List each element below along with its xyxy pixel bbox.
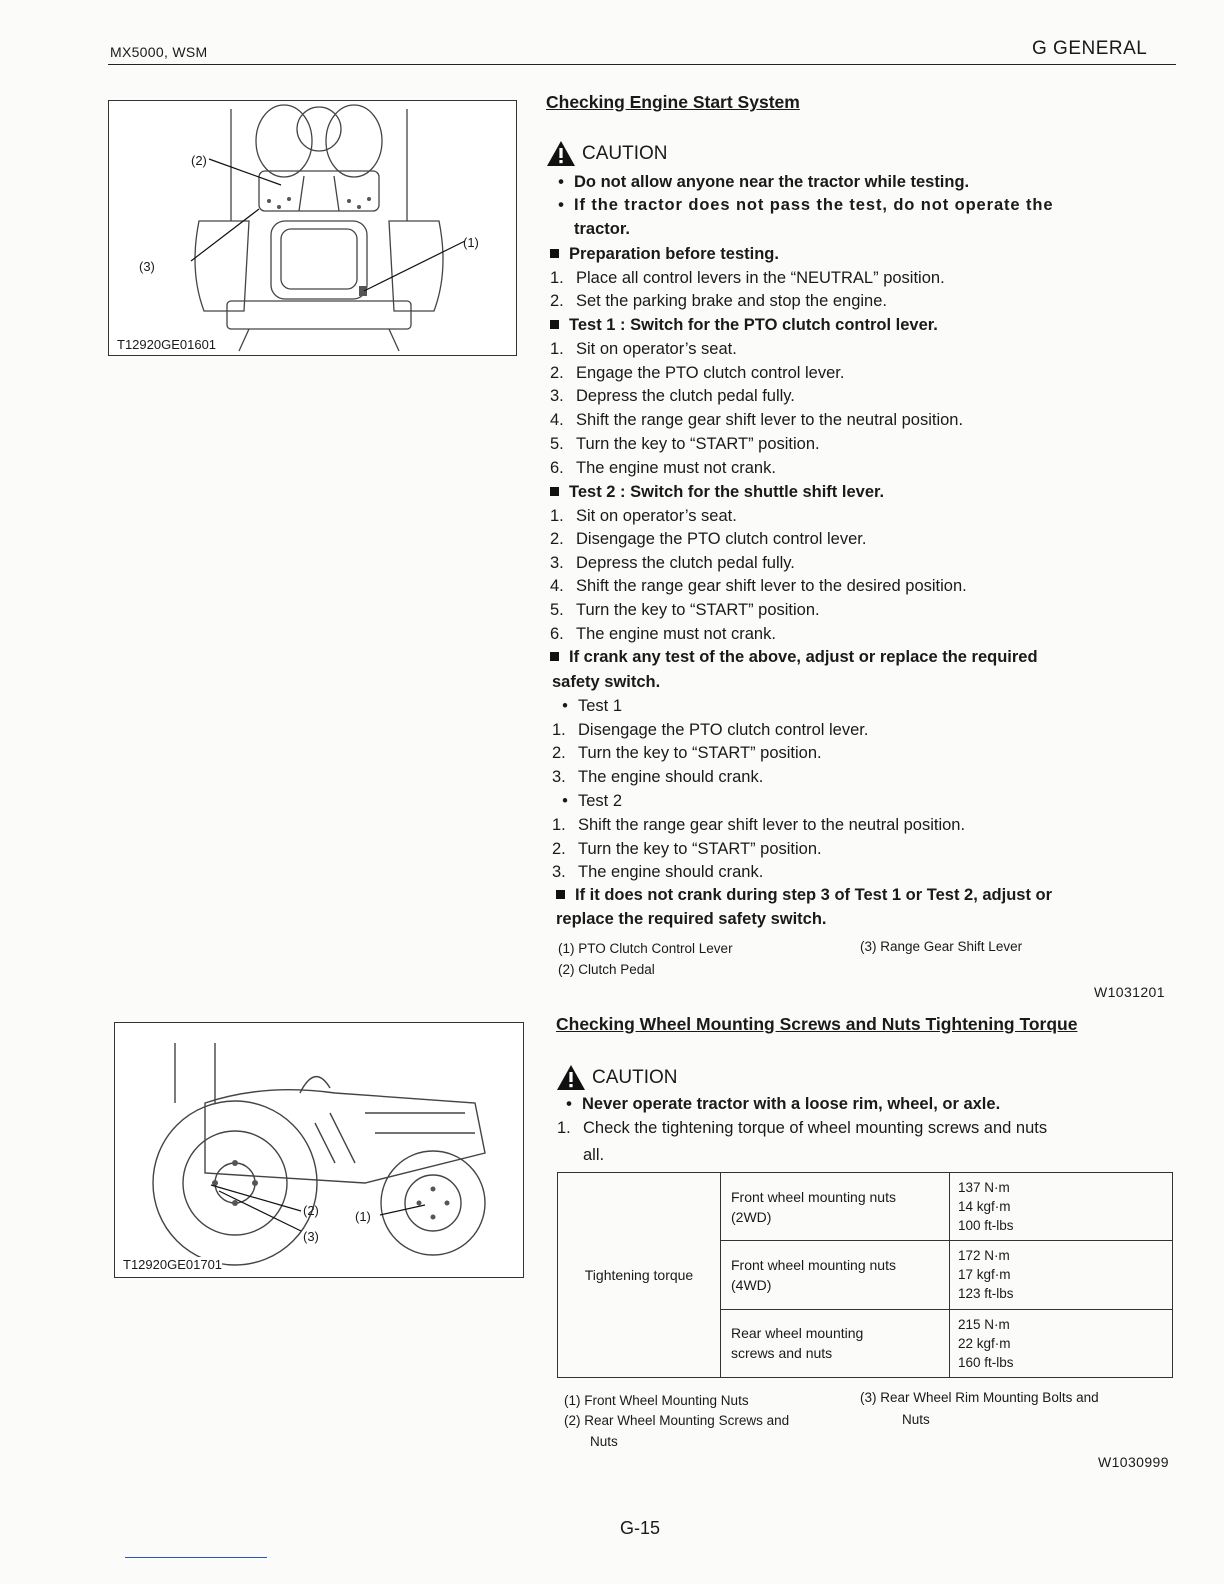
page-number: G-15 bbox=[620, 1518, 661, 1538]
legend-item-3: (3) Range Gear Shift Lever bbox=[860, 939, 1023, 954]
caution-bullet: • Never operate tractor with a loose rim, wheel, or axle. bbox=[566, 1095, 1001, 1113]
chapter-title: G GENERAL bbox=[1032, 38, 1148, 59]
sub-test2-step-1: 1. Shift the range gear shift lever to the neutral position. bbox=[552, 816, 966, 834]
figure-label: T12920GE01601 bbox=[117, 337, 217, 352]
sub-test1-step-2: 2. Turn the key to “START” position. bbox=[552, 744, 822, 762]
callout-3: (3) bbox=[139, 259, 155, 274]
wheel-step-1-cont: all. bbox=[583, 1146, 605, 1164]
caution-bullet-1: • Do not allow anyone near the tractor while testing. bbox=[558, 173, 970, 191]
legend-item-2-cont: Nuts bbox=[590, 1434, 618, 1449]
footer-rule bbox=[125, 1557, 267, 1558]
test2-step-2: 2. Disengage the PTO clutch control lever. bbox=[550, 530, 867, 548]
test1-step-2: 2. Engage the PTO clutch control lever. bbox=[550, 364, 845, 382]
section-title-engine-start: Checking Engine Start System bbox=[546, 92, 800, 112]
caution-bullet-2-cont: tractor. bbox=[574, 220, 630, 238]
table-value: 215 N·m 22 kgf·m 160 ft-lbs bbox=[950, 1309, 1173, 1377]
if-not-crank-heading-cont: replace the required safety switch. bbox=[556, 910, 827, 928]
prep-heading: Preparation before testing. bbox=[548, 243, 779, 265]
legend-item-2: (2) Rear Wheel Mounting Screws and bbox=[564, 1413, 790, 1428]
if-crank-heading-cont: safety switch. bbox=[552, 673, 661, 691]
section-title-wheel-torque: Checking Wheel Mounting Screws and Nuts Tightening Torque bbox=[556, 1014, 1078, 1034]
table-value: 172 N·m 17 kgf·m 123 ft-lbs bbox=[950, 1241, 1173, 1309]
table-item: Front wheel mounting nuts (4WD) bbox=[721, 1241, 950, 1309]
legend-item-1: (1) PTO Clutch Control Lever bbox=[558, 941, 733, 956]
table-row-label: Tightening torque bbox=[558, 1173, 721, 1378]
sub-test1-step-3: 3. The engine should crank. bbox=[552, 768, 764, 786]
callout-2: (2) bbox=[303, 1203, 319, 1218]
table-item: Rear wheel mounting screws and nuts bbox=[721, 1309, 950, 1377]
test2-step-3: 3. Depress the clutch pedal fully. bbox=[550, 554, 795, 572]
if-crank-heading: If crank any test of the above, adjust or replace the required bbox=[548, 646, 1038, 668]
callout-3: (3) bbox=[303, 1229, 319, 1244]
callout-2: (2) bbox=[191, 153, 207, 168]
table-row bbox=[558, 1173, 1173, 1241]
caution-heading bbox=[546, 140, 668, 167]
warning-triangle-icon bbox=[546, 140, 576, 167]
sub-test2-step-2: 2. Turn the key to “START” position. bbox=[552, 840, 822, 858]
callout-1: (1) bbox=[355, 1209, 371, 1224]
test1-heading: Test 1 : Switch for the PTO clutch control lever. bbox=[548, 314, 938, 336]
prep-step-1: 1. Place all control levers in the “NEUTRAL” position. bbox=[550, 269, 945, 287]
test1-step-4: 4. Shift the range gear shift lever to the neutral position. bbox=[550, 411, 964, 429]
torque-table bbox=[557, 1172, 1173, 1378]
test2-step-5: 5. Turn the key to “START” position. bbox=[550, 601, 820, 619]
section-code: W1030999 bbox=[1098, 1454, 1169, 1470]
wheel-step-1: 1. Check the tightening torque of wheel mounting screws and nuts bbox=[557, 1119, 1048, 1137]
prep-step-2: 2. Set the parking brake and stop the engine. bbox=[550, 292, 887, 310]
test1-step-3: 3. Depress the clutch pedal fully. bbox=[550, 387, 795, 405]
caution-label: CAUTION bbox=[582, 142, 668, 164]
legend-item-2: (2) Clutch Pedal bbox=[558, 962, 655, 977]
legend-item-3: (3) Rear Wheel Rim Mounting Bolts and bbox=[860, 1390, 1099, 1405]
tractor-side-view-illustration bbox=[115, 1023, 523, 1277]
sub-test1-label: • Test 1 bbox=[562, 697, 623, 715]
legend-item-3-cont: Nuts bbox=[902, 1412, 930, 1427]
test1-step-6: 6. The engine must not crank. bbox=[550, 459, 776, 477]
table-item: Front wheel mounting nuts (2WD) bbox=[721, 1173, 950, 1241]
test1-step-1: 1. Sit on operator’s seat. bbox=[550, 340, 737, 358]
callout-1: (1) bbox=[463, 235, 479, 250]
test2-step-1: 1. Sit on operator’s seat. bbox=[550, 507, 737, 525]
figure-operator-station bbox=[108, 100, 517, 356]
test1-step-5: 5. Turn the key to “START” position. bbox=[550, 435, 820, 453]
test2-step-6: 6. The engine must not crank. bbox=[550, 625, 776, 643]
header-rule bbox=[108, 64, 1176, 65]
sub-test1-step-1: 1. Disengage the PTO clutch control lever. bbox=[552, 721, 869, 739]
test2-heading: Test 2 : Switch for the shuttle shift lever. bbox=[548, 481, 884, 503]
figure-label: T12920GE01701 bbox=[123, 1257, 223, 1272]
if-not-crank-heading: If it does not crank during step 3 of Test 1 or Test 2, adjust or bbox=[554, 884, 1052, 906]
table-value: 137 N·m 14 kgf·m 100 ft-lbs bbox=[950, 1173, 1173, 1241]
sub-test2-step-3: 3. The engine should crank. bbox=[552, 863, 764, 881]
sub-test2-label: • Test 2 bbox=[562, 792, 623, 810]
legend-item-1: (1) Front Wheel Mounting Nuts bbox=[564, 1393, 749, 1408]
section-code: W1031201 bbox=[1094, 984, 1165, 1000]
test2-step-4: 4. Shift the range gear shift lever to the desired position. bbox=[550, 577, 967, 595]
caution-label: CAUTION bbox=[592, 1066, 678, 1088]
figure-wheel-mounting bbox=[114, 1022, 524, 1278]
doc-title: MX5000, WSM bbox=[110, 44, 208, 60]
warning-triangle-icon bbox=[556, 1064, 586, 1091]
caution-bullet-2: • If the tractor does not pass the test, do not operate the bbox=[558, 196, 1054, 214]
tractor-top-view-illustration bbox=[109, 101, 516, 355]
caution-heading bbox=[556, 1064, 678, 1091]
